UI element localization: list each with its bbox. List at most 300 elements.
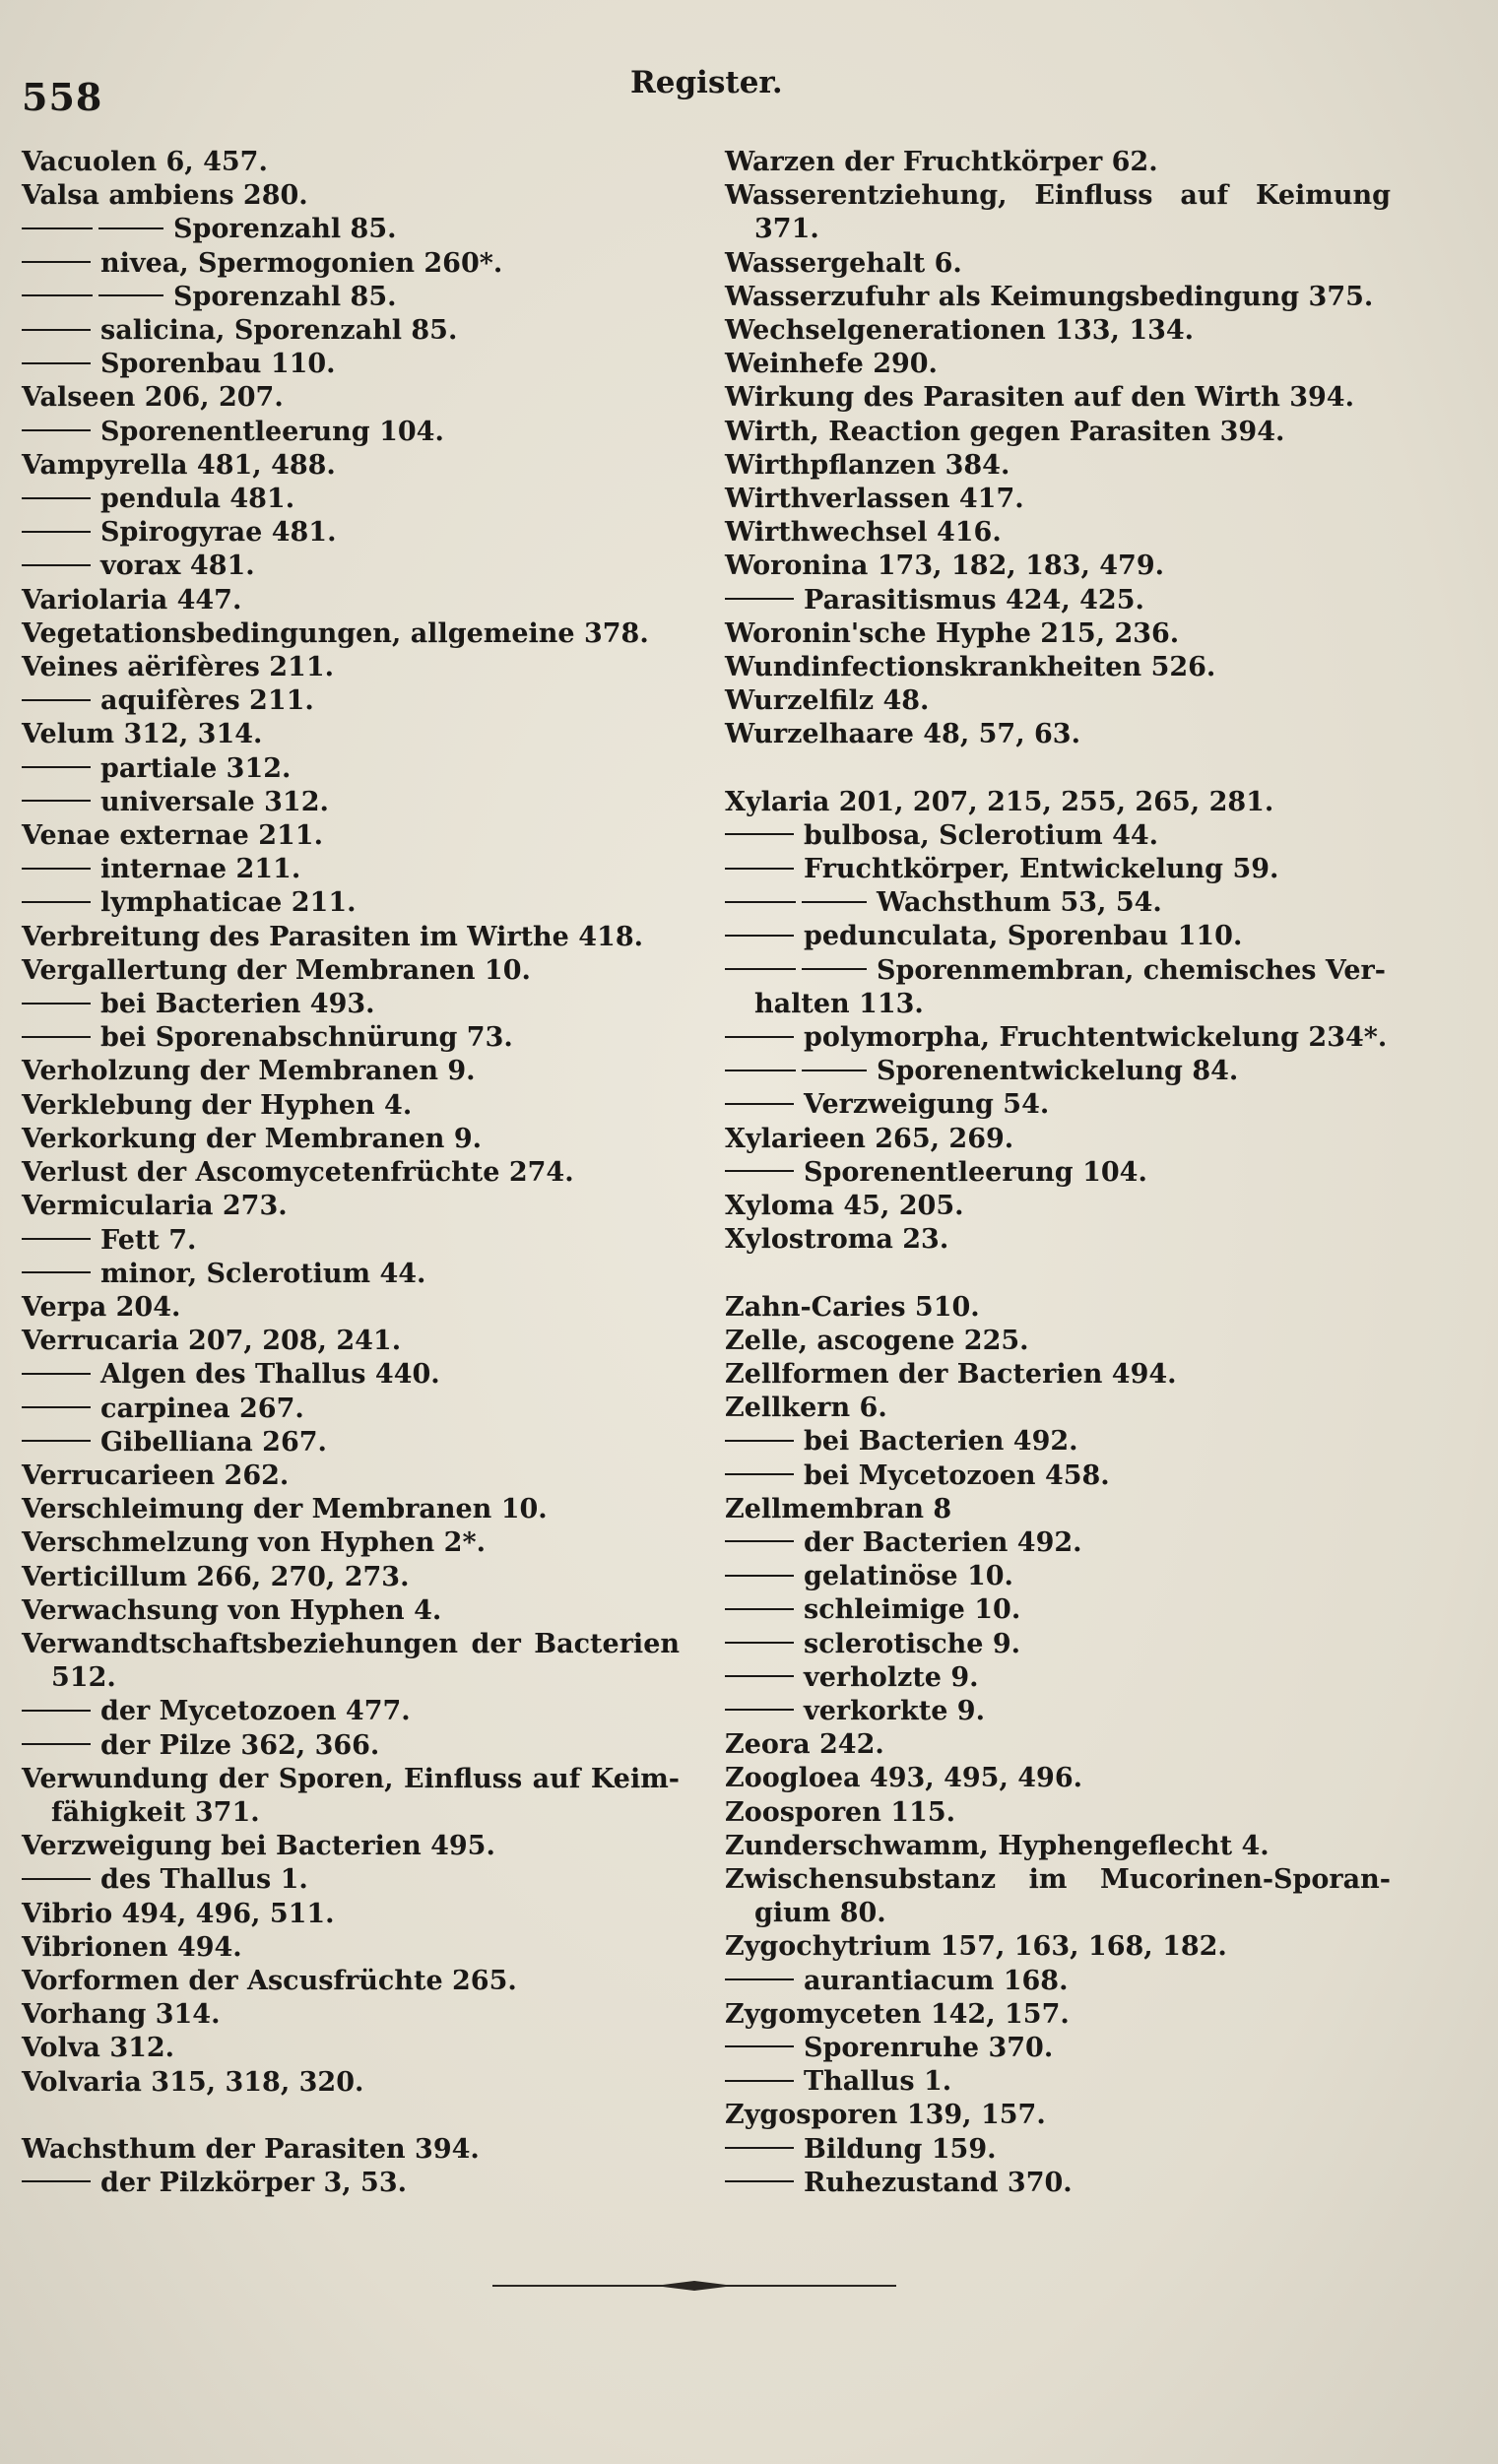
index-entry-text: partiale 312. — [100, 752, 292, 784]
index-entry — [22, 617, 680, 651]
index-entry-text: Vampyrella 481, 488. — [22, 449, 336, 481]
index-entry-text: Wasserzufuhr als Keimungsbedingung 375. — [725, 281, 1374, 312]
index-entry-text: Verpa 204. — [22, 1291, 181, 1323]
ditto-dash — [725, 1070, 796, 1071]
index-entry — [725, 1156, 1391, 1190]
index-entry — [22, 584, 680, 617]
index-entry — [725, 1661, 1391, 1695]
index-entry-text: Verschleimung der Membranen 10. — [22, 1494, 548, 1525]
index-entry — [22, 1628, 680, 1661]
ditto-dash — [22, 2180, 91, 2182]
index-entry — [725, 550, 1391, 583]
index-entry — [725, 1728, 1391, 1762]
index-entry — [725, 348, 1391, 381]
index-entry-text: Veines aërifères 211. — [22, 652, 335, 683]
index-entry-text: Xylarieen 265, 269. — [725, 1123, 1014, 1154]
index-entry-text: Verwandtschaftsbeziehungen der Bacterien — [22, 1628, 680, 1659]
index-entry — [22, 1898, 680, 1931]
index-entry-text: des Thallus 1. — [100, 1864, 308, 1896]
index-entry — [22, 483, 680, 516]
index-entry — [725, 1796, 1391, 1830]
index-entry-text: Bildung 159. — [804, 2133, 997, 2165]
index-entry-text: gium 80. — [754, 1898, 886, 1929]
ditto-dash — [802, 1070, 867, 1071]
index-entry — [22, 1594, 680, 1628]
index-entry — [22, 2133, 680, 2167]
index-entry-text: Velum 312, 314. — [22, 719, 263, 750]
index-entry-text: Zeora 242. — [725, 1729, 884, 1761]
ditto-dash — [22, 1440, 91, 1442]
index-entry-text: 512. — [51, 1662, 116, 1694]
end-ornament-rule — [492, 2283, 896, 2289]
index-entry — [725, 651, 1391, 684]
ditto-dash — [725, 1575, 794, 1577]
index-entry — [725, 1526, 1391, 1560]
index-entry — [22, 954, 680, 988]
index-entry — [22, 786, 680, 819]
index-entry — [725, 247, 1391, 281]
index-entry-text: Gibelliana 267. — [100, 1426, 327, 1458]
index-entry — [22, 988, 680, 1021]
index-entry — [725, 819, 1391, 853]
index-entry-text: Vorformen der Ascusfrüchte 265. — [22, 1965, 517, 1996]
index-entry-text: Volvaria 315, 318, 320. — [22, 2066, 364, 2098]
index-entry-text: Thallus 1. — [804, 2066, 952, 2098]
index-entry-text: sclerotische 9. — [804, 1628, 1021, 1659]
index-entry — [725, 1392, 1391, 1425]
ditto-dash — [725, 1978, 794, 1980]
index-entry-text: Verlust der Ascomycetenfrüchte 274. — [22, 1157, 574, 1189]
index-entry-text: Wurzelhaare 48, 57, 63. — [725, 719, 1080, 750]
index-entry-text: Wassergehalt 6. — [725, 247, 962, 279]
index-entry-text: Algen des Thallus 440. — [100, 1359, 440, 1391]
ditto-dash — [22, 766, 91, 768]
index-entry — [22, 1055, 680, 1088]
index-entry-text: schleimige 10. — [804, 1594, 1021, 1626]
index-entry — [22, 1291, 680, 1325]
section-gap — [725, 752, 1391, 786]
ditto-dash — [22, 1373, 91, 1375]
index-entry — [22, 179, 680, 213]
index-entry-text: Sporenzahl 85. — [173, 214, 397, 245]
index-entry — [725, 146, 1391, 179]
index-entry — [22, 921, 680, 954]
index-entry-text: verkorkte 9. — [804, 1695, 985, 1726]
ditto-dash — [22, 227, 93, 229]
index-entry — [22, 416, 680, 449]
index-entry-text: Fruchtkörper, Entwickelung 59. — [804, 854, 1279, 885]
index-entry — [725, 988, 1391, 1021]
index-entry-text: Zellkern 6. — [725, 1393, 887, 1424]
index-entry-text: Fett 7. — [100, 1224, 197, 1256]
index-entry-text: Sporenentwickelung 84. — [877, 1056, 1239, 1087]
index-entry-text: Parasitismus 424, 425. — [804, 584, 1144, 616]
index-entry — [22, 550, 680, 583]
index-entry-text: Wachsthum 53, 54. — [877, 887, 1162, 919]
index-column-right — [725, 146, 1391, 2200]
index-entry-text: Zellformen der Bacterien 494. — [725, 1358, 1177, 1390]
index-entry — [22, 1998, 680, 2032]
index-entry-text: fähigkeit 371. — [51, 1796, 260, 1828]
index-entry — [22, 718, 680, 751]
ditto-dash — [22, 868, 91, 870]
index-entry — [22, 1763, 680, 1796]
index-entry — [22, 314, 680, 348]
index-entry — [725, 2133, 1391, 2167]
index-entry-text: halten 113. — [754, 988, 924, 1019]
index-entry-text: Verbreitung des Parasiten im Wirthe 418. — [22, 921, 644, 952]
index-entry-text: Valseen 206, 207. — [22, 382, 284, 414]
ditto-dash — [725, 1540, 794, 1542]
ditto-dash — [22, 901, 91, 903]
index-entry-text: Wirthwechsel 416. — [725, 517, 1002, 549]
index-entry-text: Sporenzahl 85. — [173, 281, 397, 312]
index-entry — [22, 1561, 680, 1594]
index-entry-text: Zoosporen 115. — [725, 1796, 956, 1828]
index-entry — [725, 786, 1391, 819]
index-entry-text: bulbosa, Sclerotium 44. — [804, 819, 1159, 851]
ditto-dash — [725, 2080, 794, 2082]
ditto-dash — [725, 1473, 794, 1475]
index-entry — [22, 348, 680, 381]
index-entry — [22, 1931, 680, 1965]
index-entry-text: Zoogloea 493, 495, 496. — [725, 1763, 1083, 1794]
index-entry-text: Sporenentleerung 104. — [804, 1156, 1147, 1188]
index-entry-text: Verholzung der Membranen 9. — [22, 1056, 476, 1087]
index-entry — [725, 1190, 1391, 1223]
index-entry-text: Vibrio 494, 496, 511. — [22, 1898, 335, 1929]
index-entry-text: Xylaria 201, 207, 215, 255, 265, 281. — [725, 786, 1274, 817]
index-entry-text: Sporenruhe 370. — [804, 2032, 1054, 2063]
index-entry — [725, 1593, 1391, 1627]
index-entry-text: aurantiacum 168. — [804, 1965, 1069, 1996]
index-entry — [725, 1021, 1391, 1055]
page-header — [0, 57, 1498, 119]
index-entry-text: bei Sporenabschnürung 73. — [100, 1022, 513, 1054]
index-entry — [22, 247, 680, 281]
ditto-dash — [725, 868, 794, 870]
index-entry — [725, 381, 1391, 415]
index-entry — [22, 1089, 680, 1123]
index-entry-text: internae 211. — [100, 854, 301, 885]
ditto-dash — [725, 901, 796, 903]
index-entry — [22, 1123, 680, 1156]
index-entry-text: Vergallertung der Membranen 10. — [22, 954, 531, 986]
running-head: Register. — [630, 65, 783, 100]
ditto-dash — [22, 497, 91, 499]
ditto-dash — [725, 598, 794, 600]
index-entry-text: Weinhefe 290. — [725, 349, 938, 380]
index-entry — [22, 651, 680, 684]
index-entry — [22, 2066, 680, 2100]
ditto-dash — [22, 1406, 91, 1408]
index-entry — [22, 1325, 680, 1358]
index-entry — [725, 2032, 1391, 2065]
index-entry — [22, 1863, 680, 1897]
index-entry-text: Sporenbau 110. — [100, 349, 336, 380]
index-entry — [22, 1224, 680, 1258]
index-entry — [22, 1661, 680, 1695]
index-entry-text: Wirthverlassen 417. — [725, 484, 1024, 515]
index-entry — [725, 1123, 1391, 1156]
index-entry-text: aquifères 211. — [100, 685, 314, 717]
index-entry — [725, 1055, 1391, 1088]
ditto-dash — [22, 1743, 91, 1745]
index-entry-text: Wasserentziehung, Einfluss auf Keimung — [725, 180, 1391, 212]
ditto-dash — [22, 564, 91, 566]
index-entry — [725, 1223, 1391, 1257]
index-entry-text: pedunculata, Sporenbau 110. — [804, 921, 1243, 952]
ditto-dash — [22, 329, 91, 331]
ditto-dash — [22, 429, 91, 431]
index-entry — [725, 416, 1391, 449]
index-entry — [725, 2167, 1391, 2200]
index-entry — [22, 1459, 680, 1493]
index-entry — [725, 213, 1391, 246]
index-entry-text: Verklebung der Hyphen 4. — [22, 1089, 413, 1121]
index-entry-text: Wundinfectionskrankheiten 526. — [725, 652, 1216, 683]
index-entry — [725, 1830, 1391, 1863]
index-entry — [22, 1695, 680, 1728]
index-entry-text: polymorpha, Fruchtentwickelung 234*. — [804, 1022, 1388, 1054]
index-entry — [725, 920, 1391, 953]
index-entry-text: Verrucaria 207, 208, 241. — [22, 1326, 402, 1357]
index-entry — [725, 584, 1391, 617]
index-entry-text: Vacuolen 6, 457. — [22, 147, 268, 177]
index-entry — [725, 1863, 1391, 1897]
index-entry — [725, 2065, 1391, 2099]
index-entry — [22, 281, 680, 314]
page-number: 558 — [22, 75, 103, 119]
ditto-dash — [22, 1238, 91, 1240]
index-entry — [22, 1426, 680, 1459]
index-entry — [725, 853, 1391, 886]
index-entry-text: der Pilzkörper 3, 53. — [100, 2167, 408, 2198]
index-entry-text: Volva 312. — [22, 2033, 175, 2064]
index-entry-text: Xyloma 45, 205. — [725, 1191, 964, 1222]
index-entry — [22, 1021, 680, 1055]
section-gap — [22, 2100, 680, 2133]
index-entry-text: Verkorkung der Membranen 9. — [22, 1123, 483, 1154]
ditto-dash — [22, 699, 91, 701]
index-entry — [725, 1762, 1391, 1795]
index-entry — [725, 2099, 1391, 2132]
index-entry-text: Wurzelfilz 48. — [725, 685, 930, 717]
index-entry — [725, 1998, 1391, 2032]
ditto-dash — [725, 1103, 794, 1105]
ditto-dash — [802, 968, 867, 970]
index-entry-text: bei Bacterien 493. — [100, 989, 375, 1020]
index-entry — [725, 179, 1391, 213]
ditto-dash — [22, 1003, 91, 1005]
index-entry — [22, 1258, 680, 1291]
index-entry — [22, 213, 680, 246]
index-entry — [725, 1425, 1391, 1459]
index-entry — [22, 752, 680, 786]
ditto-dash — [22, 362, 91, 364]
index-entry-text: der Pilze 362, 366. — [100, 1729, 380, 1761]
index-entry-text: bei Bacterien 492. — [804, 1426, 1078, 1458]
index-entry-text: Wirthpflanzen 384. — [725, 449, 1010, 481]
index-entry — [725, 954, 1391, 988]
index-entry-text: Woronina 173, 182, 183, 479. — [725, 551, 1165, 582]
index-entry-text: Valsa ambiens 280. — [22, 180, 308, 212]
index-entry — [22, 381, 680, 415]
index-entry-text: Vegetationsbedingungen, allgemeine 378. — [22, 617, 649, 649]
ditto-dash — [22, 1878, 91, 1880]
index-entry — [725, 314, 1391, 348]
index-entry-text: Verschmelzung von Hyphen 2*. — [22, 1527, 486, 1559]
index-entry — [725, 1088, 1391, 1122]
index-entry — [725, 718, 1391, 751]
index-entry-text: verholzte 9. — [804, 1661, 979, 1693]
ditto-dash — [725, 833, 794, 835]
index-entry — [725, 1493, 1391, 1526]
ditto-dash — [22, 1036, 91, 1038]
index-entry-text: Xylostroma 23. — [725, 1224, 949, 1256]
index-entry — [22, 2167, 680, 2200]
index-entry-text: Wechselgenerationen 133, 134. — [725, 315, 1195, 347]
index-entry-text: Zwischensubstanz im Mucorinen-Sporan- — [725, 1863, 1391, 1895]
index-entry-text: pendula 481. — [100, 484, 295, 515]
ditto-dash — [725, 1440, 794, 1442]
index-entry-text: der Mycetozoen 477. — [100, 1696, 411, 1727]
index-entry — [725, 1358, 1391, 1392]
ditto-dash — [725, 1675, 794, 1677]
index-entry — [725, 886, 1391, 920]
index-entry — [725, 1695, 1391, 1728]
index-entry-text: Venae externae 211. — [22, 820, 323, 852]
index-entry-text: Verticillum 266, 270, 273. — [22, 1561, 410, 1592]
index-entry-text: Zygosporen 139, 157. — [725, 2100, 1046, 2131]
index-entry-text: Sporenmembran, chemisches Ver- — [877, 954, 1386, 986]
ditto-dash — [22, 261, 91, 263]
index-entry — [22, 886, 680, 920]
ditto-dash — [725, 2180, 794, 2182]
ditto-dash — [725, 1036, 794, 1038]
index-entry — [22, 1190, 680, 1223]
ditto-dash — [22, 531, 91, 533]
index-entry — [22, 1393, 680, 1426]
index-entry-text: Sporenentleerung 104. — [100, 416, 444, 447]
index-entry-text: salicina, Sporenzahl 85. — [100, 315, 458, 347]
index-entry-text: Vermicularia 273. — [22, 1191, 288, 1222]
index-entry-text: Variolaria 447. — [22, 584, 242, 616]
ditto-dash — [22, 1710, 91, 1712]
index-entry-text: vorax 481. — [100, 551, 255, 582]
index-entry-text: Zellmembran 8 — [725, 1493, 952, 1524]
index-entry-text: universale 312. — [100, 786, 329, 817]
index-entry — [22, 449, 680, 483]
ditto-dash — [725, 1642, 794, 1644]
index-entry-text: Verwachsung von Hyphen 4. — [22, 1594, 442, 1626]
index-entry-text: Zygomyceten 142, 157. — [725, 1998, 1070, 2030]
ditto-dash — [725, 2147, 794, 2149]
index-entry — [22, 1358, 680, 1392]
index-entry — [725, 1459, 1391, 1493]
index-entry-text: Vorhang 314. — [22, 1999, 221, 2031]
index-entry — [22, 1526, 680, 1560]
index-entry — [725, 1965, 1391, 1998]
index-entry-text: Wirth, Reaction gegen Parasiten 394. — [725, 416, 1285, 447]
index-entry — [725, 516, 1391, 550]
index-entry — [725, 449, 1391, 483]
index-entry — [22, 146, 680, 179]
index-entry-text: nivea, Spermogonien 260*. — [100, 247, 503, 279]
index-entry — [725, 1325, 1391, 1358]
index-entry — [22, 516, 680, 550]
index-entry-text: Verwundung der Sporen, Einfluss auf Keim- — [22, 1763, 680, 1794]
ditto-dash — [725, 968, 796, 970]
index-entry-text: gelatinöse 10. — [804, 1561, 1013, 1592]
index-entry-text: Verzweigung bei Bacterien 495. — [22, 1831, 495, 1862]
index-entry — [22, 684, 680, 718]
index-entry-text: carpinea 267. — [100, 1393, 304, 1424]
index-entry-text: Wachsthum der Parasiten 394. — [22, 2133, 480, 2165]
index-entry-text: bei Mycetozoen 458. — [804, 1459, 1110, 1491]
ditto-dash — [22, 294, 93, 296]
index-entry — [22, 1729, 680, 1763]
section-gap — [725, 1258, 1391, 1291]
index-entry-text: Ruhezustand 370. — [804, 2167, 1073, 2198]
index-entry — [22, 1796, 680, 1830]
index-entry — [22, 819, 680, 853]
index-entry — [725, 617, 1391, 651]
ditto-dash — [725, 1608, 794, 1610]
index-entry-text: minor, Sclerotium 44. — [100, 1258, 426, 1289]
index-entry — [725, 1291, 1391, 1325]
index-entry — [22, 1965, 680, 1998]
ditto-dash — [725, 935, 794, 937]
index-entry-text: Woronin'sche Hyphe 215, 236. — [725, 617, 1180, 649]
index-column-left — [22, 146, 680, 2200]
index-entry — [725, 1930, 1391, 1964]
index-entry-text: der Bacterien 492. — [804, 1526, 1082, 1558]
index-entry — [725, 281, 1391, 314]
ditto-dash — [22, 800, 91, 802]
index-entry-text: Zunderschwamm, Hyphengeflecht 4. — [725, 1830, 1270, 1861]
index-entry-text: Wirkung des Parasiten auf den Wirth 394. — [725, 382, 1354, 414]
index-entry — [725, 1897, 1391, 1930]
index-entry-text: Zygochytrium 157, 163, 168, 182. — [725, 1931, 1227, 1963]
index-entry — [725, 684, 1391, 718]
index-entry-text: 371. — [754, 214, 819, 245]
index-entry — [22, 853, 680, 886]
index-entry-text: Verrucarieen 262. — [22, 1459, 290, 1491]
index-entry-text: Zahn-Caries 510. — [725, 1291, 980, 1323]
index-entry-text: Spirogyrae 481. — [100, 517, 337, 549]
index-entry-text: lymphaticae 211. — [100, 887, 357, 919]
index-entry — [22, 1493, 680, 1526]
index-entry-text: Verzweigung 54. — [804, 1089, 1050, 1121]
ditto-dash — [725, 1709, 794, 1711]
index-entry-text: Zelle, ascogene 225. — [725, 1325, 1029, 1356]
ditto-dash — [22, 1271, 91, 1273]
index-entry-text: Warzen der Fruchtkörper 62. — [725, 147, 1158, 177]
index-entry — [22, 2032, 680, 2065]
ditto-dash — [98, 227, 163, 229]
ditto-dash — [725, 2045, 794, 2047]
index-entry — [22, 1156, 680, 1190]
ditto-dash — [98, 294, 163, 296]
index-entry-text: Vibrionen 494. — [22, 1931, 242, 1963]
index-entry — [725, 1628, 1391, 1661]
index-entry — [725, 1560, 1391, 1593]
ditto-dash — [725, 1170, 794, 1172]
ditto-dash — [802, 901, 867, 903]
index-entry — [725, 483, 1391, 516]
index-entry — [22, 1830, 680, 1863]
